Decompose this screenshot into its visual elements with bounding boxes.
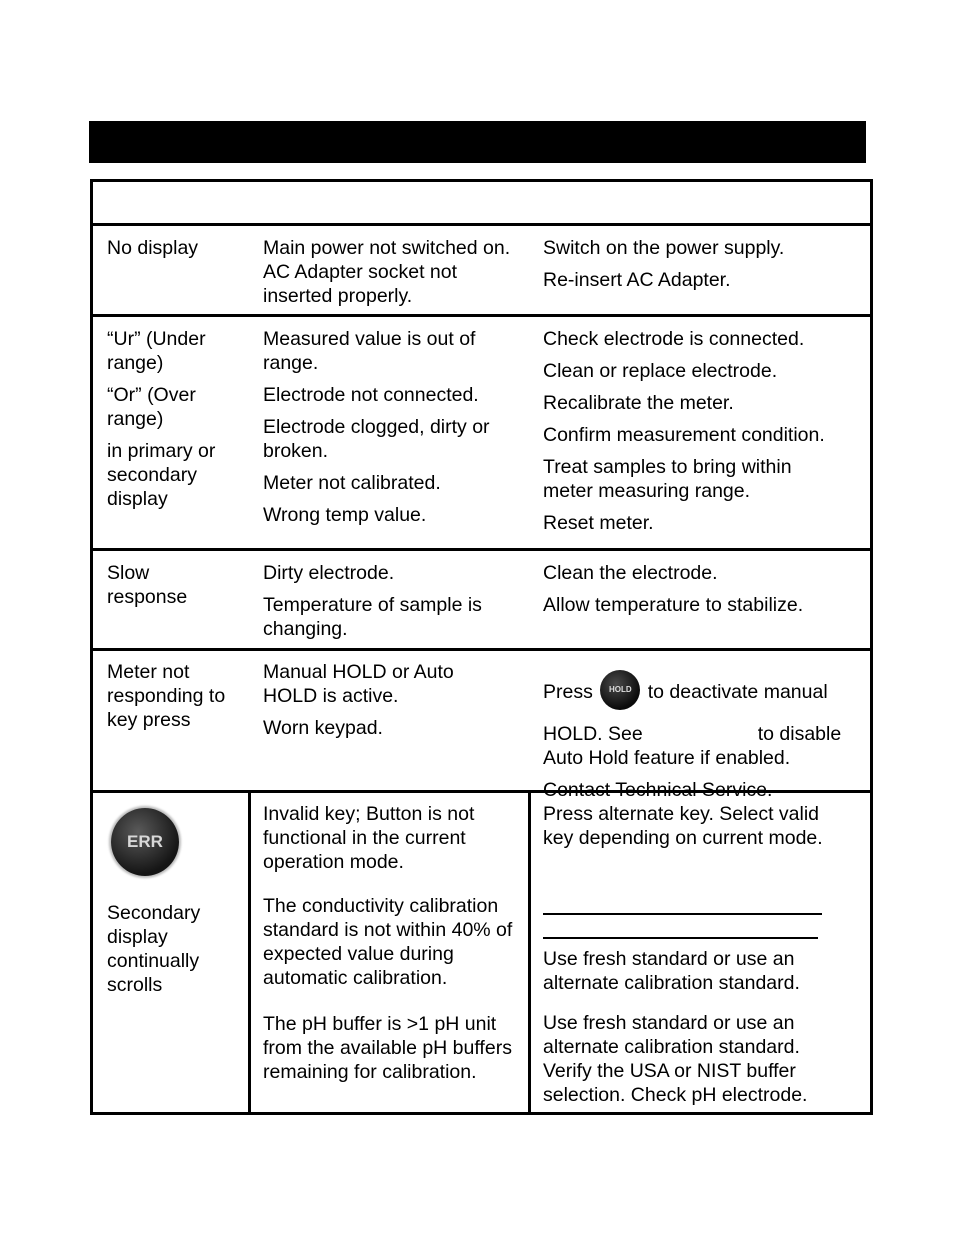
action-cell bbox=[543, 802, 863, 850]
cause-cell bbox=[263, 561, 518, 641]
action-text bbox=[543, 680, 863, 770]
problem-text: Meter not responding to key press bbox=[107, 661, 226, 731]
header-row-divider bbox=[93, 223, 870, 226]
action-text: Recalibrate the meter. bbox=[543, 392, 734, 414]
action-text: Press alternate key. Select valid key depending on current mode. bbox=[543, 803, 823, 849]
action-text: Contact Technical Service. bbox=[543, 779, 773, 801]
column-divider bbox=[248, 792, 251, 1115]
action-text: Clean or replace electrode. bbox=[543, 360, 778, 382]
problem-text: “Ur” (Under range) bbox=[107, 328, 206, 374]
cause-cell bbox=[263, 802, 521, 1084]
cause-text: Invalid key; Button is not functional in the current operation mode. bbox=[263, 803, 475, 873]
blank-line bbox=[543, 913, 822, 915]
problem-cell bbox=[107, 660, 247, 732]
action-text: Press bbox=[543, 681, 593, 703]
cause-cell bbox=[263, 660, 488, 740]
action-text: to disable Auto Hold feature if enabled. bbox=[543, 723, 842, 769]
action-text: Check electrode is connected. bbox=[543, 328, 805, 350]
action-text: Treat samples to bring within meter measuring range. bbox=[543, 456, 792, 502]
problem-text: in primary or secondary display bbox=[107, 440, 216, 510]
action-cell bbox=[543, 327, 863, 535]
cause-text: Manual HOLD or Auto HOLD is active. bbox=[263, 661, 454, 707]
row-divider bbox=[93, 648, 870, 651]
err-button-icon: ERR bbox=[111, 808, 179, 876]
action-text: Use fresh standard or use an alternate calibration standard. bbox=[543, 948, 800, 994]
row-divider bbox=[93, 548, 870, 551]
blank-line bbox=[543, 937, 818, 939]
action-text: Clean the electrode. bbox=[543, 562, 718, 584]
action-text: Reset meter. bbox=[543, 512, 654, 534]
cause-text: Worn keypad. bbox=[263, 717, 383, 739]
cause-text: Main power not switched on. AC Adapter socket not inserted properly. bbox=[263, 237, 511, 307]
row-divider bbox=[93, 314, 870, 317]
action-cell bbox=[543, 680, 863, 802]
troubleshooting-table bbox=[90, 179, 873, 1115]
problem-cell bbox=[107, 327, 247, 511]
action-text: to deactivate manual HOLD. See bbox=[543, 681, 828, 745]
action-text: Re-insert AC Adapter. bbox=[543, 269, 731, 291]
action-cell bbox=[543, 561, 863, 617]
cause-cell bbox=[263, 327, 518, 527]
cause-text: Wrong temp value. bbox=[263, 504, 427, 526]
section-title-bar bbox=[89, 121, 866, 163]
cause-text: Dirty electrode. bbox=[263, 562, 395, 584]
hold-button-icon: HOLD bbox=[600, 670, 640, 710]
cause-text: The pH buffer is >1 pH unit from the available pH buffers remaining for calibration. bbox=[263, 1013, 512, 1083]
action-cell bbox=[543, 236, 863, 292]
cause-text: The conductivity calibration standard is not within 40% of expected value during automatic calibration. bbox=[263, 895, 513, 989]
cause-text: Electrode not connected. bbox=[263, 384, 479, 406]
cause-text: Meter not calibrated. bbox=[263, 472, 441, 494]
problem-text: Secondary display continually scrolls bbox=[107, 902, 201, 996]
problem-cell bbox=[107, 561, 217, 609]
action-text: Switch on the power supply. bbox=[543, 237, 785, 259]
action-cell bbox=[543, 947, 863, 1107]
cause-text: Temperature of sample is changing. bbox=[263, 594, 482, 640]
cause-text: Measured value is out of range. bbox=[263, 328, 476, 374]
action-text: Allow temperature to stabilize. bbox=[543, 594, 804, 616]
column-divider bbox=[528, 792, 531, 1115]
cause-text: Electrode clogged, dirty or broken. bbox=[263, 416, 490, 462]
problem-cell bbox=[107, 236, 242, 260]
problem-text: Slow response bbox=[107, 562, 188, 608]
cause-cell bbox=[263, 236, 525, 308]
problem-cell bbox=[107, 804, 242, 997]
problem-text: No display bbox=[107, 237, 199, 259]
action-text: Use fresh standard or use an alternate calibration standard. Verify the USA or NIST buffer selection. Check pH electrode. bbox=[543, 1012, 808, 1106]
problem-text: “Or” (Over range) bbox=[107, 384, 196, 430]
action-text: Confirm measurement condition. bbox=[543, 424, 825, 446]
